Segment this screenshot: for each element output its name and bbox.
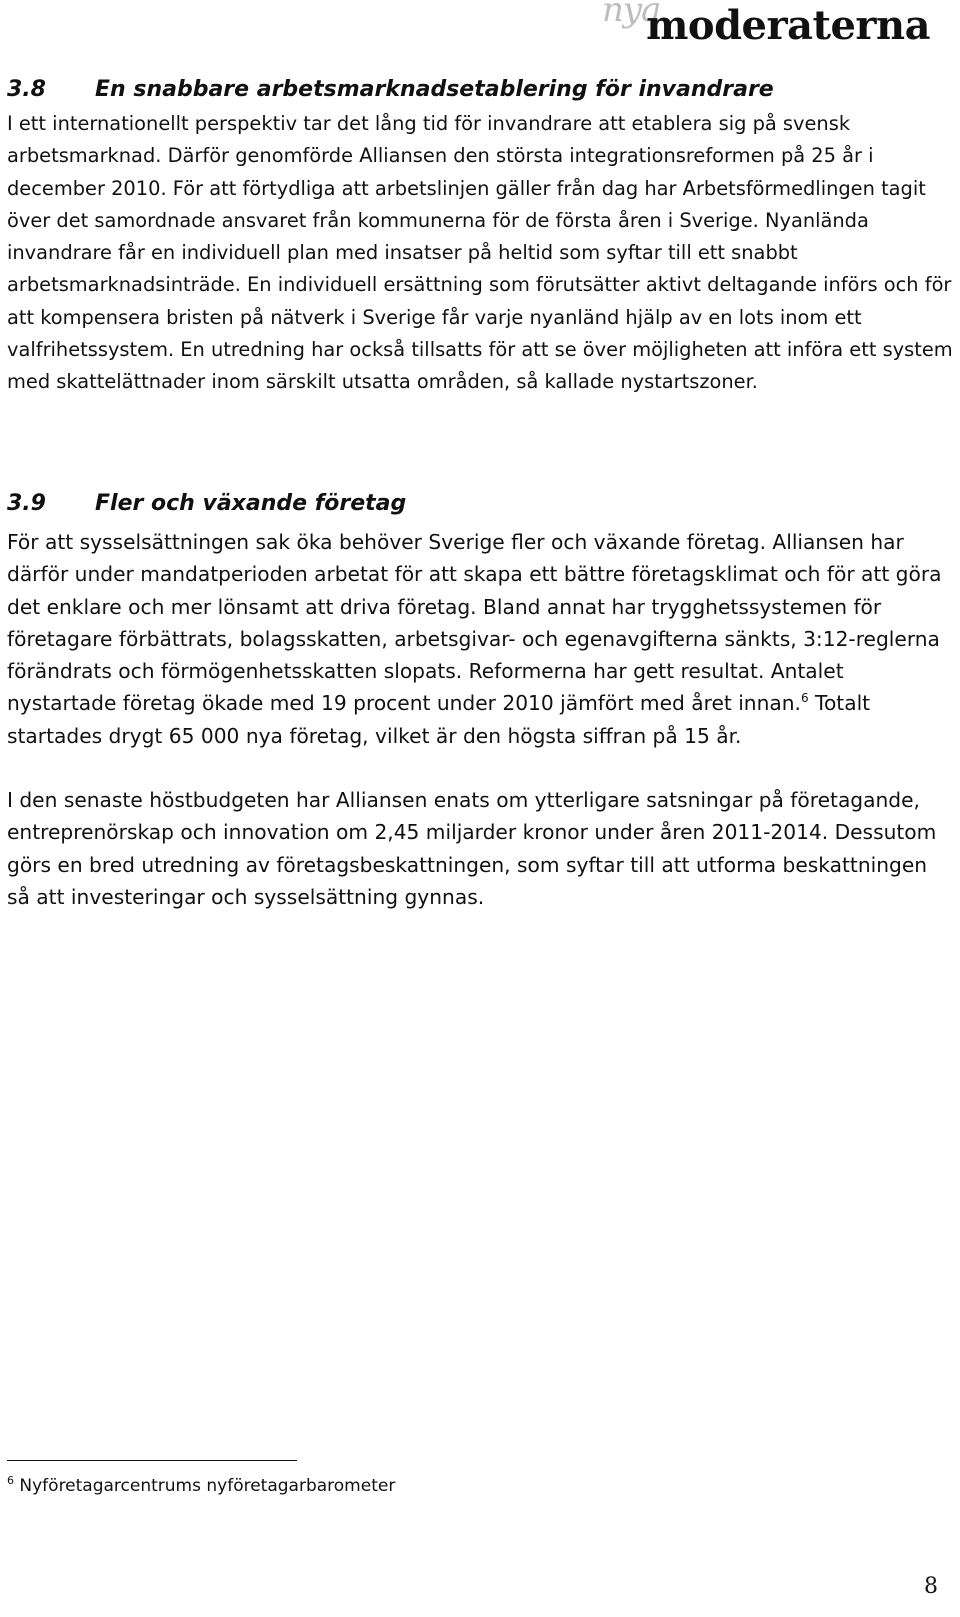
paragraph-text: För att sysselsättningen sak öka behöver Sverige fler och växande företag. Alliansen har därför under mandatperioden arbetat för att skapa ett bättre företagsklimat och för att göra det enklare och mer lönsamt att driva företag. Bland annat har trygghetssystemen för företagare förbättrats, bolagsskatten, arbetsgivar- och egenavgifterna sänkts, 3:12-reglerna förändrats och förmögenhetsskatten slopats. Reformerna har gett resultat. Antalet nystartade företag ökade med 19 procent under 2010 jämfört med året innan. [7,530,942,716]
section-heading [7,490,955,518]
logo-prefix: nya [602,0,661,30]
section-title: Fler och växande företag [95,491,407,516]
section-body-paragraph-2: I den senaste höstbudgeten har Alliansen enats om ytterligare satsningar på företagande, entreprenörskap och innovation om 2,45 miljarder kronor under åren 2011-2014. Dessutom görs en bred utredning av företagsbeskattningen, som syftar till att utforma beskattningen så att investeringar och sysselsättning gynnas. [7,788,937,909]
section-heading [7,76,955,104]
footnote [7,1472,395,1500]
moderaterna-logo [600,0,930,60]
section-number: 3.8 [7,77,46,102]
paragraph-text-continued: Totalt startades drygt 65 000 nya företag, vilket är den högsta siffran på 15 år. [7,691,871,748]
footnote-separator [7,1460,297,1461]
section-3-9 [7,490,955,913]
section-title: En snabbare arbetsmarknadsetablering för invandrare [95,77,774,102]
section-number: 3.9 [7,491,46,516]
footnote-reference[interactable]: 6 [800,691,809,706]
section-body-paragraph-1 [7,526,955,752]
footnote-text: Nyföretagarcentrums nyföretagarbarometer [19,1476,396,1496]
footnote-number: 6 [7,1474,14,1487]
section-body: I ett internationellt perspektiv tar det lång tid för invandrare att etablera sig på svensk arbetsmarknad. Därför genomförde Alliansen den största integrationsreformen på 25 år i december 2010. För att förtydliga att arbetslinjen gäller från dag har Arbetsförmedlingen tagit över det samordnade ansvaret från kommunerna för de första åren i Sverige. Nyanlända invandrare får en individuell plan med insatser på heltid som syftar till ett snabbt arbetsmarknadsinträde. En individuell ersättning som förutsätter aktivt deltagande införs och för att kompensera bristen på nätverk i Sverige får varje nyanländ hjälp av en lots inom ett valfrihetssystem. En utredning har också tillsatts för att se över möjligheten att införa ett system med skattelättnader inom särskilt utsatta områden, så kallade nystartszoner. [7,112,953,394]
section-3-8 [7,76,955,399]
page-number: 8 [924,1574,938,1599]
logo-name: moderaterna [646,2,930,49]
